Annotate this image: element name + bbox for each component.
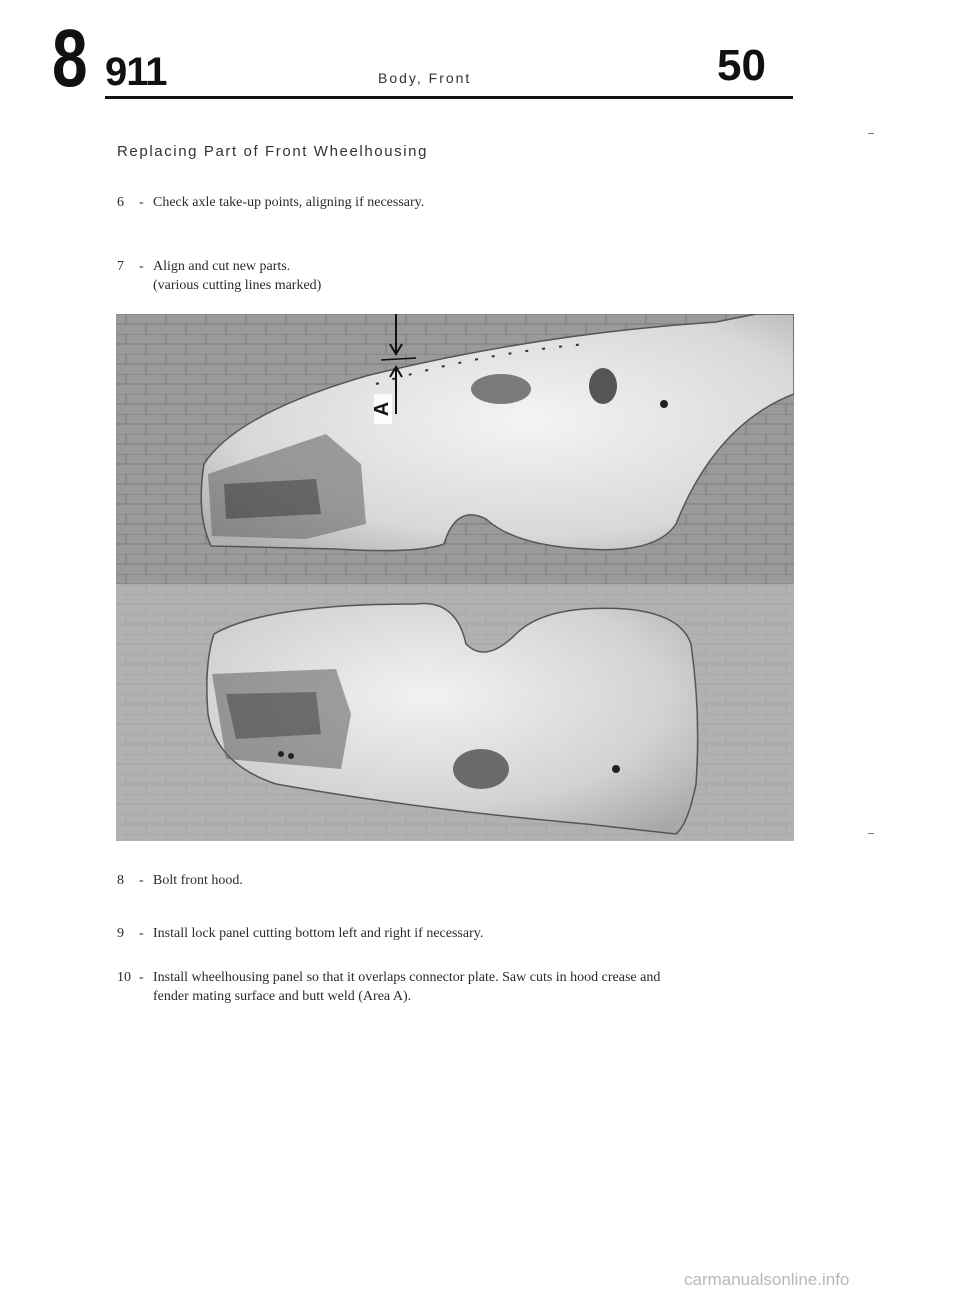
step-dash: - [139, 926, 144, 941]
step-number: 6 [117, 195, 124, 210]
figure-photo [116, 314, 794, 841]
step-text: Install lock panel cutting bottom left and right if necessary. [153, 926, 484, 941]
step-dash: - [139, 970, 144, 985]
step-8 [117, 871, 243, 890]
step-dash: - [139, 873, 144, 888]
step-continuation: fender mating surface and butt weld (Area A). [153, 989, 412, 1004]
section-title: Body, Front [378, 70, 472, 86]
step-continuation: (various cutting lines marked) [153, 278, 322, 293]
step-text: Check axle take-up points, aligning if necessary. [153, 195, 425, 210]
step-number: 7 [117, 259, 124, 274]
step-text: Align and cut new parts. [153, 259, 291, 274]
step-7 [117, 257, 321, 295]
step-9 [117, 924, 483, 943]
page-heading: Replacing Part of Front Wheelhousing [117, 143, 429, 160]
header-rule [105, 96, 793, 99]
step-text: Bolt front hood. [153, 873, 243, 888]
step-number: 9 [117, 926, 124, 941]
step-6 [117, 193, 424, 212]
margin-tick-top [868, 133, 874, 134]
step-dash: - [139, 259, 144, 274]
step-number: 10 [117, 970, 131, 985]
wheelhousing-photo [116, 314, 794, 841]
model-number: 911 [105, 50, 167, 94]
step-text: Install wheelhousing panel so that it overlaps connector plate. Saw cuts in hood crease and [153, 970, 661, 985]
step-dash: - [139, 195, 144, 210]
group-number: 8 [52, 13, 88, 104]
area-a-label: A [371, 401, 393, 417]
watermark: carmanualsonline.info [684, 1270, 850, 1289]
margin-tick-bottom [868, 833, 874, 834]
step-number: 8 [117, 873, 124, 888]
page-number: 50 [717, 41, 766, 90]
step-10 [117, 968, 660, 1006]
